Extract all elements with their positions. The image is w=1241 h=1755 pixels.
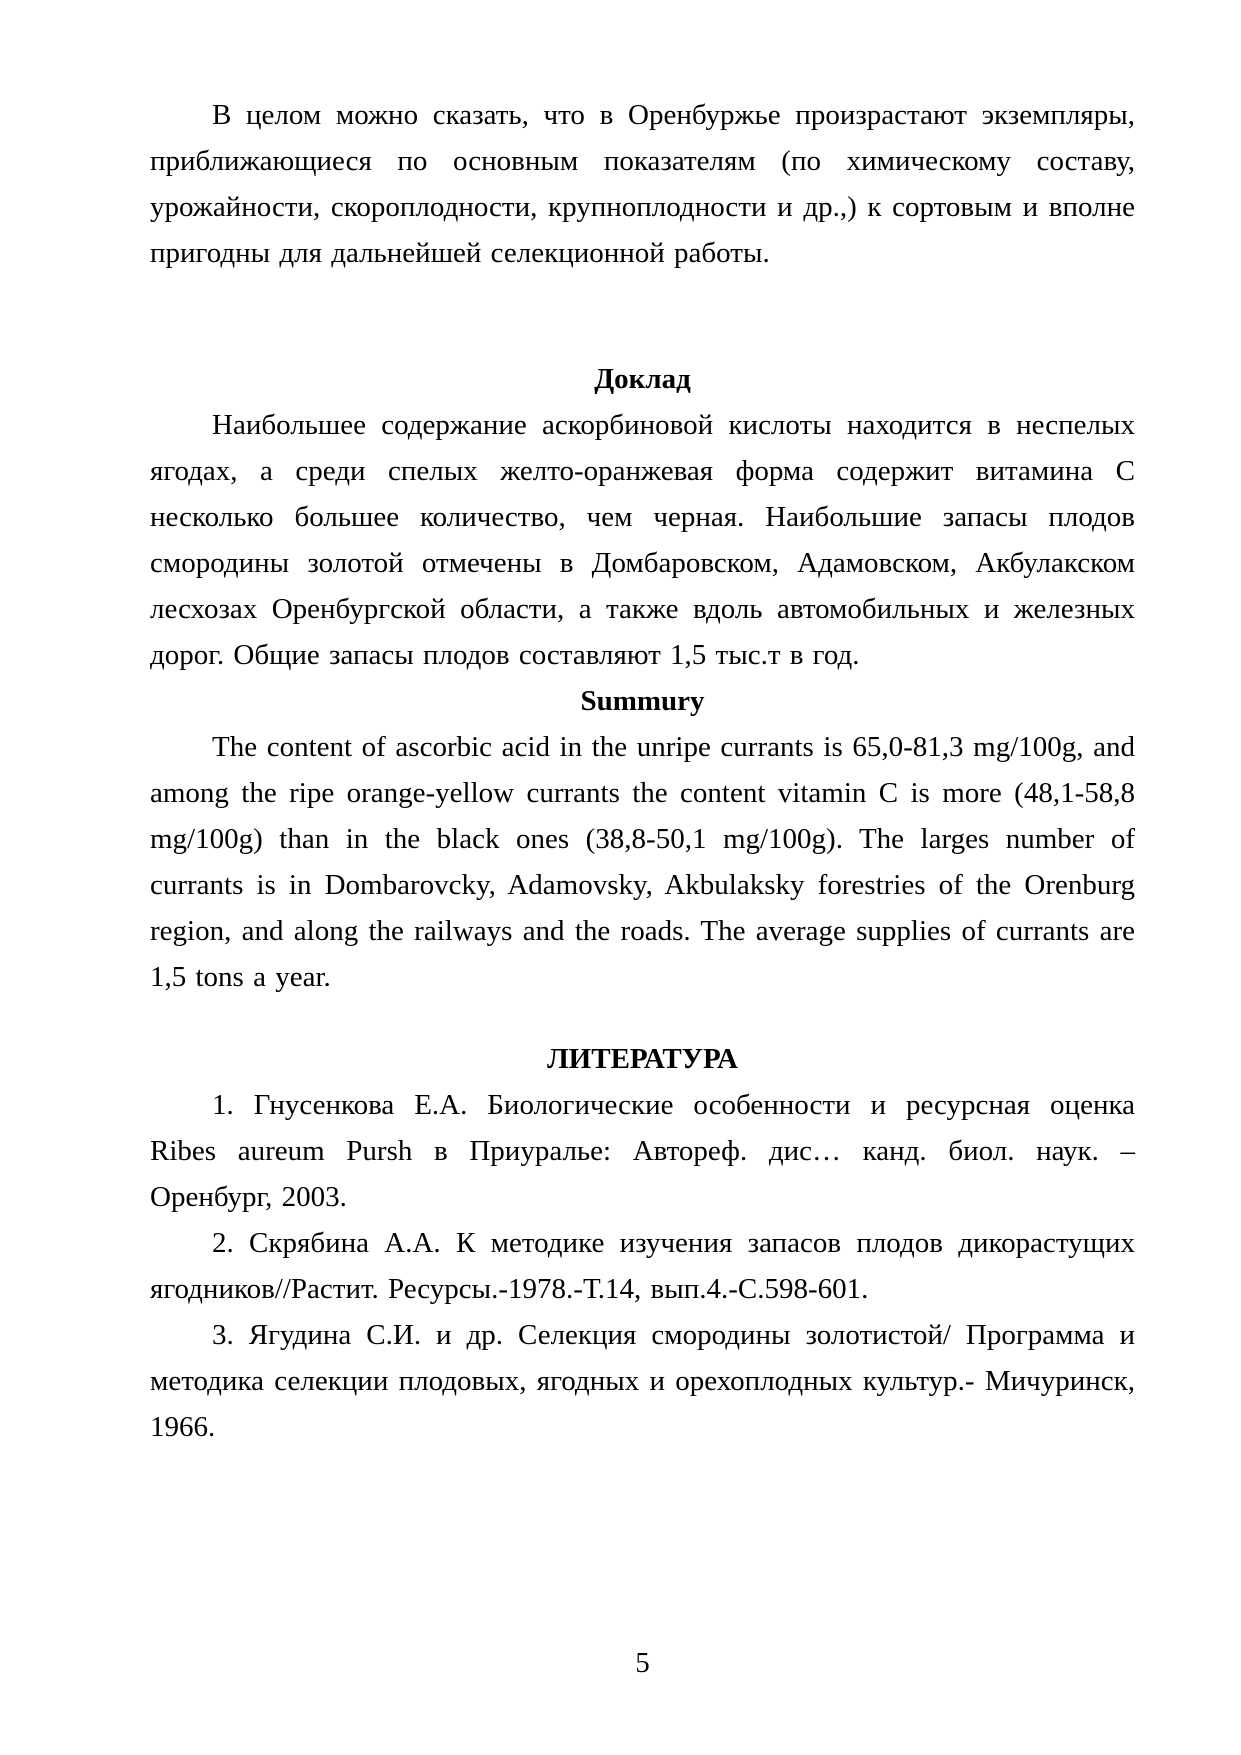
intro-paragraph: В целом можно сказать, что в Оренбуржье произрастают экземпляры, приближающиеся по основным показателям (по химическому составу, урожайности, скороплодности, крупноплодности и др.,) к сортовым и вполне пригодны для дальнейшей селекционной работы.	[150, 99, 1135, 269]
summary-paragraph: The content of ascorbic acid in the unripe currants is 65,0-81,3 mg/100g, and among the ripe orange-yellow currants the content vitamin C is more (48,1-58,8 mg/100g) than in the black ones (38,8-50,1 mg/100g). The larges number of currants is in Dombarovcky, Adamovsky, Akbulaksky forestries of the Orenburg region, and along the railways and the roads. The average supplies of currants are 1,5 tons a year.	[150, 731, 1135, 993]
report-heading: Доклад	[594, 363, 691, 395]
reference-item-2: 2. Скрябина А.А. К методике изучения запасов плодов дикорастущих ягодников//Растит. Ресурсы.-1978.-Т.14, вып.4.-С.598-601.	[150, 1227, 1135, 1305]
page-number: 5	[635, 1647, 650, 1679]
literature-heading: ЛИТЕРАТУРА	[547, 1043, 738, 1075]
report-paragraph: Наибольшее содержание аскорбиновой кислоты находится в неспелых ягодах, а среди спелых желто-оранжевая форма содержит витамина С несколько большее количество, чем черная. Наибольшие запасы плодов смородины золотой отмечены в Домбаровском, Адамовском, Акбулакском лесхозах Оренбургской области, а также вдоль автомобильных и железных дорог. Общие запасы плодов составляют 1,5 тыс.т в год.	[150, 409, 1135, 671]
summary-heading: Summury	[580, 685, 705, 717]
reference-item-3: 3. Ягудина С.И. и др. Селекция смородины золотистой/ Программа и методика селекции плодовых, ягодных и орехоплодных культур.- Мичуринск, 1966.	[150, 1319, 1135, 1443]
reference-item-1: 1. Гнусенкова Е.А. Биологические особенности и ресурсная оценка Ribes aureum Pursh в Приуралье: Автореф. дис… канд. биол. наук. – Оренбург, 2003.	[150, 1089, 1135, 1213]
